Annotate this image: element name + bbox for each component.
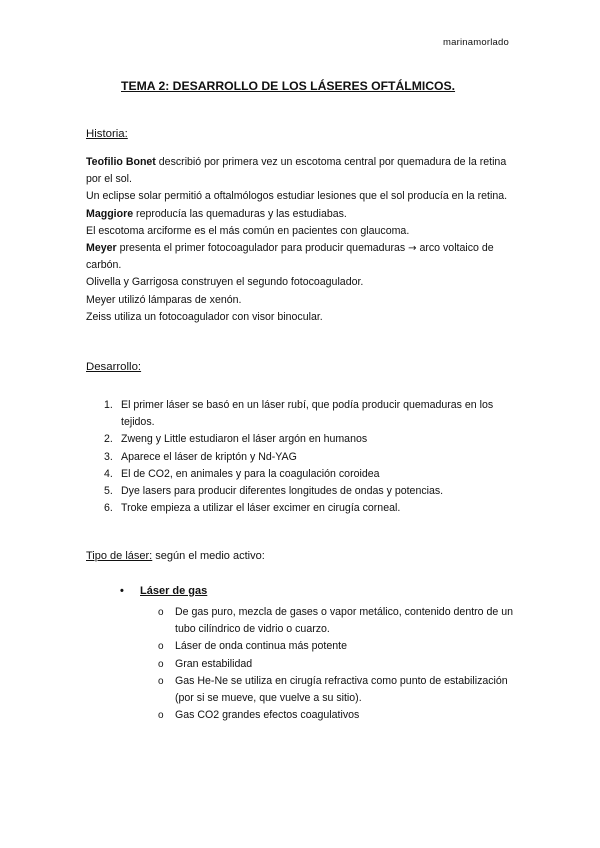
hollow-bullet-icon: o bbox=[158, 675, 164, 687]
name-maggiore: Maggiore bbox=[86, 207, 134, 220]
gas-laser-sublist bbox=[158, 604, 518, 724]
name-teofilio-bonet: Teofilio Bonet bbox=[86, 156, 156, 168]
author-name: marinamorlado bbox=[443, 37, 509, 48]
sub-list-item bbox=[158, 638, 518, 655]
historia-section bbox=[86, 154, 516, 326]
sub-list-item-text: Gas CO2 grandes efectos coagulativos bbox=[175, 709, 360, 722]
historia-p1-text: describió por primera vez un escotoma central por quemadura de la retina por el sol. bbox=[86, 156, 507, 186]
hollow-bullet-icon: o bbox=[158, 607, 164, 618]
hollow-bullet-icon: o bbox=[158, 641, 164, 653]
list-item-text: Zweng y Little estudiaron el láser argón en humanos bbox=[121, 433, 368, 446]
historia-p2-text-a: Un eclipse solar permitió a oftalmólogos estudiar lesiones que el sol producía en la retina. bbox=[86, 190, 508, 203]
list-item bbox=[104, 483, 516, 500]
historia-paragraph-7: Zeiss utiliza un fotocoagulador con visor binocular. bbox=[86, 310, 323, 323]
hollow-bullet-icon: o bbox=[158, 658, 164, 670]
list-item bbox=[104, 466, 516, 483]
sub-list-item bbox=[158, 656, 518, 673]
sub-list-item-text: Láser de onda continua más potente bbox=[175, 640, 347, 653]
sub-list-item bbox=[158, 673, 518, 707]
list-item-text: El de CO2, en animales y para la coagulación coroidea bbox=[121, 467, 380, 480]
tipo-laser-line bbox=[86, 550, 265, 562]
gas-laser-label: Láser de gas bbox=[140, 585, 208, 597]
list-item-text: Aparece el láser de kriptón y Nd-YAG bbox=[121, 450, 297, 463]
tipo-heading: Tipo de láser: bbox=[86, 550, 153, 562]
list-item bbox=[104, 397, 516, 431]
sub-list-item-text: Gas He-Ne se utiliza en cirugía refractiva como punto de estabilización (por si se mueve, que vuelve a su sitio). bbox=[175, 674, 508, 705]
list-item bbox=[104, 449, 516, 466]
list-number: 2. bbox=[104, 433, 113, 446]
sub-list-item bbox=[158, 604, 518, 638]
historia-paragraph-3: El escotoma arciforme es el más común en pacientes con glaucoma. bbox=[86, 224, 410, 237]
list-number: 3. bbox=[104, 450, 113, 463]
historia-paragraph-4 bbox=[86, 240, 516, 274]
sub-list-item-text: Gran estabilidad bbox=[175, 657, 253, 670]
list-number: 5. bbox=[104, 485, 113, 498]
list-item bbox=[104, 500, 516, 517]
list-number: 6. bbox=[104, 502, 113, 515]
desarrollo-list bbox=[104, 397, 516, 517]
bullet-icon: • bbox=[120, 585, 124, 597]
list-item bbox=[104, 431, 516, 448]
historia-p4-text-a: presenta el primer fotocoagulador para producir quemaduras bbox=[116, 242, 409, 255]
list-item-text: El primer láser se basó en un láser rubí, que podía producir quemaduras en los tejidos. bbox=[121, 399, 494, 429]
historia-paragraph-2 bbox=[86, 188, 516, 222]
tipo-rest-text: según el medio activo: bbox=[152, 550, 265, 562]
name-meyer: Meyer bbox=[86, 242, 117, 255]
desarrollo-heading: Desarrollo: bbox=[86, 361, 142, 373]
list-item-text: Dye lasers para producir diferentes longitudes de ondas y potencias. bbox=[121, 485, 444, 498]
hollow-bullet-icon: o bbox=[158, 710, 164, 722]
arrow-right-icon: → bbox=[408, 243, 417, 255]
document-title: TEMA 2: DESARROLLO DE LOS LÁSERES OFTÁLMICOS. bbox=[121, 79, 456, 93]
historia-paragraph-1 bbox=[86, 154, 516, 188]
historia-heading: Historia: bbox=[86, 128, 128, 140]
list-number: 1. bbox=[104, 399, 113, 411]
list-number: 4. bbox=[104, 467, 113, 480]
sub-list-item-text: De gas puro, mezcla de gases o vapor metálico, contenido dentro de un tubo cilíndrico de vidrio o cuarzo. bbox=[175, 606, 514, 636]
historia-p4-text-b: arco voltaico de carbón. bbox=[86, 242, 494, 272]
sub-list-item bbox=[158, 707, 518, 724]
historia-p2-text-b: reproducía las quemaduras y las estudiabas. bbox=[133, 207, 347, 220]
historia-paragraph-5: Olivella y Garrigosa construyen el segundo fotocoagulador. bbox=[86, 276, 364, 289]
list-item-text: Troke empieza a utilizar el láser excimer en cirugía corneal. bbox=[121, 502, 401, 515]
historia-paragraph-6: Meyer utilizó lámparas de xenón. bbox=[86, 293, 242, 306]
